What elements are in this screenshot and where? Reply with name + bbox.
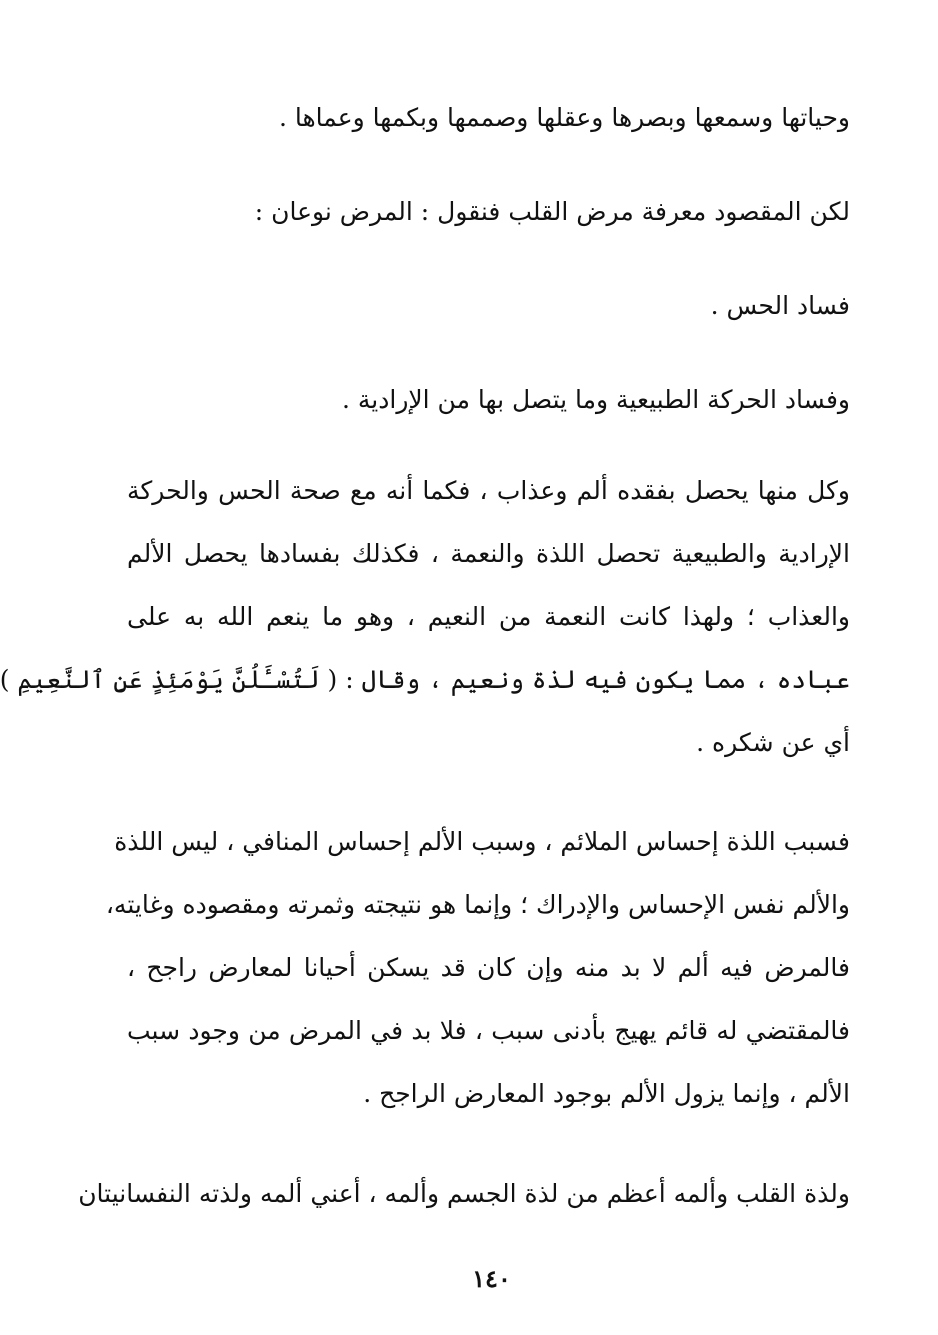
text-line: وفساد الحركة الطبيعية وما يتصل بها من الإرادية . (342, 385, 850, 414)
text-line: لكن المقصود معرفة مرض القلب فنقول : المرض نوعان : (254, 197, 850, 226)
paragraph-5 (0, 459, 850, 774)
text-line: أي عن شكره . (696, 728, 850, 757)
text-line: الإرادية والطبيعية تحصل اللذة والنعمة ، فكذلك بفسادها يحصل الألم (127, 539, 850, 568)
text-line: وحياتها وسمعها وبصرها وعقلها وصممها وبكمها وعماها . (278, 103, 850, 132)
text-line: ولذة القلب وألمه أعظم من لذة الجسم وألمه ، أعني ألمه ولذته النفسانيتان (78, 1179, 850, 1208)
text-line: عباده ، مما يكون فيه لذة ونعيم ، وقال : ( لَتُسْـَٔلُنَّ يَوْمَئِذٍ عَنِ ٱلنَّعِيمِ ) (0, 665, 850, 694)
text-line: والعذاب ؛ ولهذا كانت النعمة من النعيم ، وهو ما ينعم الله به على (127, 602, 850, 631)
paragraph-3 (127, 274, 850, 337)
paragraph-1 (127, 86, 850, 149)
text-line: والألم نفس الإحساس والإدراك ؛ وإنما هو نتيجته وثمرته ومقصوده وغايته، (105, 890, 850, 919)
paragraph-4 (127, 368, 850, 431)
text-line: فالمقتضي له قائم يهيج بأدنى سبب ، فلا بد في المرض من وجود سبب (127, 1016, 850, 1045)
text-line: فالمرض فيه ألم لا بد منه وإن كان قد يسكن أحيانا لمعارض راجح ، (127, 953, 850, 982)
text-line: وكل منها يحصل بفقده ألم وعذاب ، فكما أنه مع صحة الحس والحركة (127, 476, 850, 505)
paragraph-7 (78, 1162, 850, 1225)
text-line: فسبب اللذة إحساس الملائم ، وسبب الألم إحساس المنافي ، ليس اللذة (114, 827, 850, 856)
paragraph-6 (105, 810, 850, 1125)
paragraph-2 (127, 180, 850, 243)
page-number: ١٤٠ (472, 1264, 511, 1293)
text-line: فساد الحس . (710, 291, 850, 320)
text-line: الألم ، وإنما يزول الألم بوجود المعارض الراجح . (363, 1079, 850, 1108)
